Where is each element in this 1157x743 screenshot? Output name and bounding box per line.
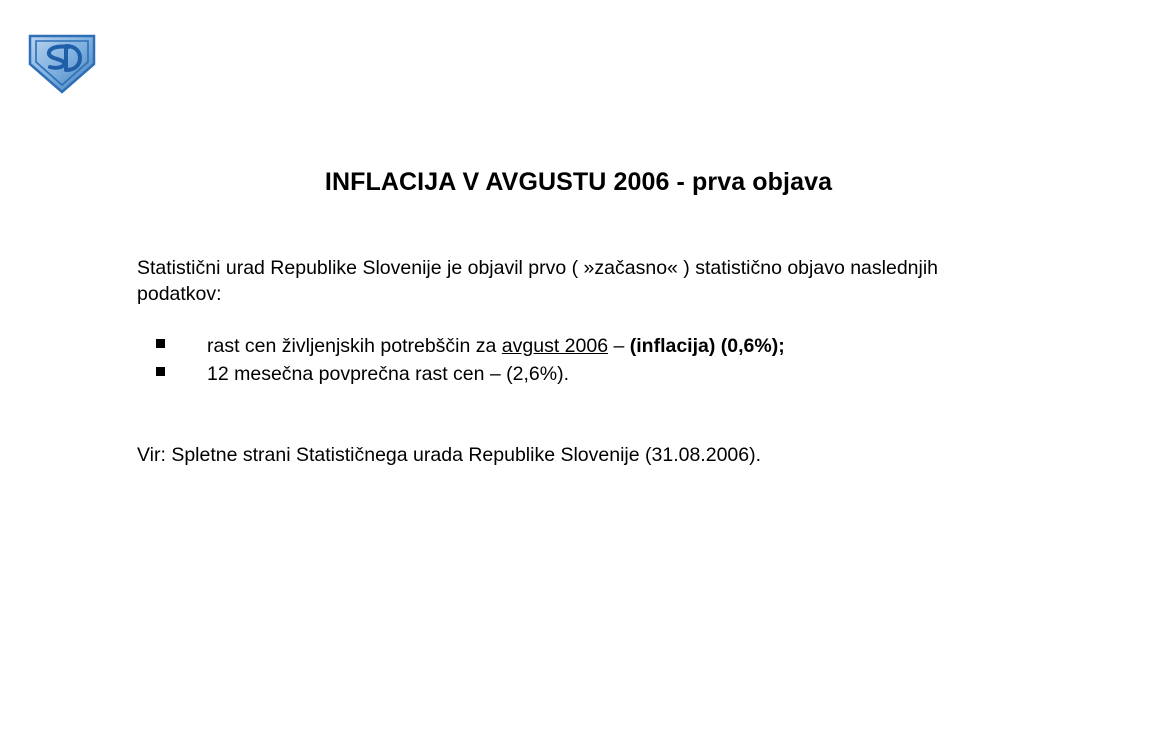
bullet-text-bold: (inflacija) (0,6%);: [629, 335, 785, 357]
intro-paragraph: Statistični urad Republike Slovenije je objavil prvo ( »začasno« ) statistično objavo naslednjih podatkov:: [137, 257, 939, 305]
bullet-text-underlined: avgust 2006: [501, 335, 609, 357]
source-note: Vir: Spletne strani Statističnega urada Republike Slovenije (31.08.2006).: [137, 444, 762, 466]
page-title: INFLACIJA V AVGUSTU 2006 - prva objava: [324, 168, 833, 196]
bullet-text-middle: –: [608, 335, 630, 357]
list-item: [137, 334, 1037, 359]
bullet-text-prefix: 12 mesečna povprečna rast cen – (2,6%).: [207, 363, 570, 385]
square-bullet-icon: [156, 339, 165, 348]
square-bullet-icon: [156, 367, 165, 376]
bullet-list: [137, 334, 1037, 390]
bullet-text-prefix: rast cen življenjskih potrebščin za: [207, 335, 502, 357]
sd-diamond-logo-icon: [22, 30, 102, 96]
list-item: [137, 362, 1037, 387]
